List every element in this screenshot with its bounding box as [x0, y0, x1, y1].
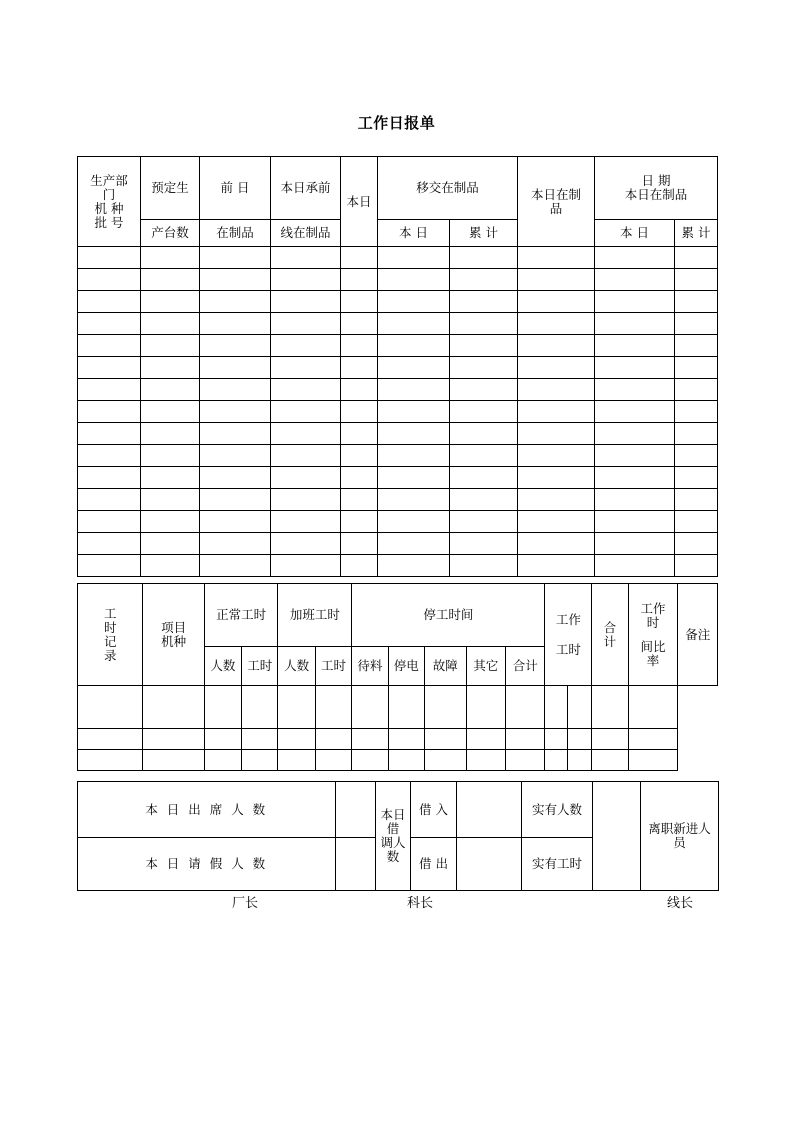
production-cell[interactable] [675, 335, 718, 357]
production-table-body [78, 247, 718, 577]
header-cell-overtime-hours: 加班工时 [278, 584, 352, 647]
production-cell[interactable] [271, 555, 341, 577]
cell-personnel-change-label: 离职新进人 员 [641, 782, 719, 891]
production-cell[interactable] [675, 445, 718, 467]
cell-attendance-today-value[interactable] [336, 782, 376, 838]
cell-actual-value[interactable] [593, 782, 641, 891]
production-cell[interactable] [200, 401, 271, 423]
production-cell[interactable] [450, 335, 518, 357]
production-cell[interactable] [78, 489, 141, 511]
production-cell[interactable] [78, 335, 141, 357]
production-cell[interactable] [595, 467, 675, 489]
production-cell[interactable] [675, 291, 718, 313]
manhours-cell[interactable] [568, 729, 592, 750]
manhours-cell[interactable] [628, 686, 678, 729]
production-cell[interactable] [141, 511, 200, 533]
table-row [78, 729, 718, 750]
header-cell-item-model: 项目 机种 [143, 584, 204, 686]
manhours-cell[interactable] [592, 686, 628, 729]
production-cell[interactable] [271, 313, 341, 335]
header-cell-manhour-record: 工 时 记 录 [78, 584, 143, 686]
production-cell[interactable] [378, 489, 450, 511]
production-cell[interactable] [141, 401, 200, 423]
table-row [78, 269, 718, 291]
production-cell[interactable] [341, 269, 378, 291]
production-cell[interactable] [450, 445, 518, 467]
production-cell[interactable] [595, 269, 675, 291]
production-cell[interactable] [78, 401, 141, 423]
production-cell[interactable] [378, 357, 450, 379]
production-cell[interactable] [595, 401, 675, 423]
manhours-cell[interactable] [424, 686, 466, 729]
production-cell[interactable] [341, 357, 378, 379]
header-cell-work-ratio: 工作 时 间比 率 [628, 584, 678, 686]
production-cell[interactable] [200, 423, 271, 445]
header-cell-normal-hours-sub: 工时 [242, 647, 278, 686]
manhours-cell[interactable] [315, 750, 351, 771]
cell-transfer-headcount-label: 本日借 调人数 [376, 782, 411, 891]
production-cell[interactable] [378, 247, 450, 269]
manhours-cell[interactable] [424, 750, 466, 771]
cell-borrow-out-label: 借 出 [411, 838, 457, 891]
production-cell[interactable] [450, 423, 518, 445]
manhours-cell[interactable] [568, 750, 592, 771]
production-cell[interactable] [450, 379, 518, 401]
manhours-cell[interactable] [242, 750, 278, 771]
production-cell[interactable] [341, 401, 378, 423]
production-cell[interactable] [200, 489, 271, 511]
production-cell[interactable] [271, 423, 341, 445]
production-cell[interactable] [141, 379, 200, 401]
header-cell-department: 生产部 门 机 种 批 号 [78, 157, 141, 247]
table-row [78, 686, 718, 729]
production-cell[interactable] [518, 423, 595, 445]
production-table [77, 156, 718, 577]
production-cell[interactable] [341, 247, 378, 269]
production-cell[interactable] [450, 533, 518, 555]
production-cell[interactable] [141, 313, 200, 335]
header-cell-planned-qty-bottom: 产台数 [141, 220, 200, 247]
signature-line-leader: 线长 [667, 896, 694, 911]
production-cell[interactable] [378, 511, 450, 533]
table-row [78, 379, 718, 401]
manhours-cell[interactable] [545, 729, 568, 750]
cell-leave-today-value[interactable] [336, 838, 376, 891]
header-cell-prev-day-bottom: 在制品 [200, 220, 271, 247]
cell-attendance-today-label: 本 日 出 席 人 数 [78, 782, 336, 838]
production-cell[interactable] [518, 511, 595, 533]
manhours-cell[interactable] [78, 750, 143, 771]
production-cell[interactable] [595, 313, 675, 335]
table-row [78, 247, 718, 269]
manhours-cell[interactable] [204, 686, 241, 729]
production-cell[interactable] [450, 247, 518, 269]
manhours-cell[interactable] [278, 729, 315, 750]
manhours-cell[interactable] [352, 686, 388, 729]
production-cell[interactable] [141, 533, 200, 555]
production-cell[interactable] [271, 379, 341, 401]
production-cell[interactable] [675, 489, 718, 511]
production-cell[interactable] [78, 247, 141, 269]
production-cell[interactable] [595, 445, 675, 467]
table-row [78, 533, 718, 555]
production-cell[interactable] [141, 467, 200, 489]
header-cell-transfer-today: 本 日 [378, 220, 450, 247]
production-cell[interactable] [200, 511, 271, 533]
production-cell[interactable] [141, 335, 200, 357]
header-cell-planned-qty-top: 预定生 [141, 157, 200, 220]
production-cell[interactable] [200, 379, 271, 401]
production-cell[interactable] [341, 511, 378, 533]
header-cell-overtime-hours-sub: 工时 [315, 647, 351, 686]
manhours-cell[interactable] [628, 729, 678, 750]
production-cell[interactable] [271, 533, 341, 555]
production-cell[interactable] [378, 401, 450, 423]
production-cell[interactable] [78, 511, 141, 533]
production-header-row-top [78, 157, 718, 220]
manhours-cell[interactable] [466, 686, 505, 729]
production-cell[interactable] [341, 423, 378, 445]
production-cell[interactable] [78, 357, 141, 379]
production-cell[interactable] [675, 379, 718, 401]
production-cell[interactable] [518, 445, 595, 467]
production-cell[interactable] [341, 445, 378, 467]
manhours-cell[interactable] [545, 750, 568, 771]
table-row [78, 489, 718, 511]
production-cell[interactable] [271, 511, 341, 533]
production-cell[interactable] [341, 379, 378, 401]
production-cell[interactable] [595, 291, 675, 313]
production-cell[interactable] [675, 401, 718, 423]
header-cell-transfer-total: 累 计 [450, 220, 518, 247]
production-cell[interactable] [78, 423, 141, 445]
manhours-cell[interactable] [388, 686, 424, 729]
header-cell-downtime: 停工时间 [352, 584, 545, 647]
production-cell[interactable] [450, 511, 518, 533]
production-cell[interactable] [378, 445, 450, 467]
table-row [78, 511, 718, 533]
production-cell[interactable] [450, 467, 518, 489]
production-cell[interactable] [518, 533, 595, 555]
header-cell-overtime-headcount: 人数 [278, 647, 315, 686]
production-cell[interactable] [675, 247, 718, 269]
header-cell-transfer-wip: 移交在制品 [378, 157, 518, 220]
manhours-cell[interactable] [78, 686, 143, 729]
production-cell[interactable] [378, 555, 450, 577]
signature-factory-manager: 厂长 [232, 896, 259, 911]
production-cell[interactable] [675, 269, 718, 291]
production-cell[interactable] [595, 489, 675, 511]
production-cell[interactable] [78, 379, 141, 401]
production-cell[interactable] [141, 423, 200, 445]
manhours-cell[interactable] [352, 729, 388, 750]
header-cell-work-hours: 工作 工时 [545, 584, 592, 686]
production-cell[interactable] [200, 291, 271, 313]
production-cell[interactable] [518, 379, 595, 401]
manhours-header-row-top [78, 584, 718, 647]
production-cell[interactable] [518, 489, 595, 511]
cell-actual-hours-label: 实有工时 [522, 838, 593, 891]
table-row [78, 357, 718, 379]
production-cell[interactable] [271, 401, 341, 423]
cell-borrow-in-label: 借 入 [411, 782, 457, 838]
production-cell[interactable] [595, 423, 675, 445]
table-row [78, 750, 718, 771]
production-cell[interactable] [141, 489, 200, 511]
manhours-cell[interactable] [466, 729, 505, 750]
production-cell[interactable] [78, 313, 141, 335]
header-cell-breakdown: 故障 [424, 647, 466, 686]
production-cell[interactable] [378, 335, 450, 357]
production-cell[interactable] [200, 467, 271, 489]
manhours-cell[interactable] [424, 729, 466, 750]
signature-section-manager: 科长 [407, 896, 434, 911]
production-cell[interactable] [378, 313, 450, 335]
cell-actual-headcount-label: 实有人数 [522, 782, 593, 838]
header-cell-power-outage: 停电 [388, 647, 424, 686]
production-cell[interactable] [271, 445, 341, 467]
production-cell[interactable] [271, 269, 341, 291]
header-cell-today: 本日 [341, 157, 378, 247]
production-cell[interactable] [675, 533, 718, 555]
production-cell[interactable] [78, 269, 141, 291]
manhours-cell[interactable] [352, 750, 388, 771]
header-cell-remarks: 备注 [678, 584, 718, 686]
cell-leave-today-label: 本 日 请 假 人 数 [78, 838, 336, 891]
header-cell-total: 合 计 [592, 584, 628, 686]
production-cell[interactable] [141, 555, 200, 577]
production-cell[interactable] [78, 445, 141, 467]
production-cell[interactable] [378, 533, 450, 555]
production-cell[interactable] [200, 357, 271, 379]
production-cell[interactable] [450, 313, 518, 335]
production-cell[interactable] [595, 533, 675, 555]
production-cell[interactable] [141, 269, 200, 291]
production-cell[interactable] [378, 423, 450, 445]
production-cell[interactable] [341, 555, 378, 577]
production-cell[interactable] [200, 555, 271, 577]
production-cell[interactable] [141, 357, 200, 379]
production-cell[interactable] [378, 291, 450, 313]
manhours-cell[interactable] [78, 729, 143, 750]
production-cell[interactable] [518, 269, 595, 291]
manhours-cell[interactable] [388, 729, 424, 750]
production-cell[interactable] [675, 555, 718, 577]
production-cell[interactable] [595, 247, 675, 269]
production-cell[interactable] [200, 445, 271, 467]
production-cell[interactable] [675, 313, 718, 335]
production-cell[interactable] [341, 489, 378, 511]
manhours-table-body [78, 686, 718, 771]
manhours-cell[interactable] [592, 750, 628, 771]
table-row [78, 445, 718, 467]
production-cell[interactable] [271, 357, 341, 379]
manhours-cell[interactable] [545, 686, 568, 729]
header-cell-wait-material: 待料 [352, 647, 388, 686]
production-cell[interactable] [200, 313, 271, 335]
production-cell[interactable] [675, 511, 718, 533]
production-cell[interactable] [518, 247, 595, 269]
production-cell[interactable] [675, 423, 718, 445]
production-cell[interactable] [378, 467, 450, 489]
header-cell-today-wip: 本日在制 品 [518, 157, 595, 247]
production-cell[interactable] [341, 533, 378, 555]
production-cell[interactable] [271, 335, 341, 357]
header-cell-other: 其它 [466, 647, 505, 686]
production-cell[interactable] [595, 379, 675, 401]
production-cell[interactable] [141, 445, 200, 467]
production-cell[interactable] [450, 291, 518, 313]
production-cell[interactable] [450, 555, 518, 577]
page-title: 工作日报单 [357, 114, 436, 132]
table-row [78, 401, 718, 423]
header-cell-normal-hours: 正常工时 [204, 584, 278, 647]
manhours-cell[interactable] [466, 750, 505, 771]
manhours-cell[interactable] [204, 729, 241, 750]
manhours-cell[interactable] [242, 729, 278, 750]
signature-row [77, 892, 718, 914]
production-cell[interactable] [78, 291, 141, 313]
manhours-cell[interactable] [315, 729, 351, 750]
production-cell[interactable] [518, 335, 595, 357]
manhours-table [77, 583, 718, 771]
cell-borrow-out-value[interactable] [457, 838, 522, 891]
production-cell[interactable] [450, 489, 518, 511]
manhours-cell[interactable] [204, 750, 241, 771]
production-cell[interactable] [518, 291, 595, 313]
production-cell[interactable] [518, 467, 595, 489]
production-cell[interactable] [341, 335, 378, 357]
manhours-cell[interactable] [143, 729, 204, 750]
table-row [78, 291, 718, 313]
header-cell-prev-day-top: 前 日 [200, 157, 271, 220]
table-row [78, 423, 718, 445]
header-cell-normal-headcount: 人数 [204, 647, 241, 686]
production-cell[interactable] [595, 555, 675, 577]
production-cell[interactable] [518, 357, 595, 379]
production-cell[interactable] [518, 555, 595, 577]
header-cell-date-total: 累 计 [675, 220, 718, 247]
manhours-cell[interactable] [568, 686, 592, 729]
production-cell[interactable] [200, 247, 271, 269]
production-cell[interactable] [675, 357, 718, 379]
manhours-cell[interactable] [242, 686, 278, 729]
production-cell[interactable] [595, 335, 675, 357]
manhours-cell[interactable] [628, 750, 678, 771]
production-cell[interactable] [141, 291, 200, 313]
table-row [78, 467, 718, 489]
production-cell[interactable] [78, 467, 141, 489]
production-cell[interactable] [200, 533, 271, 555]
manhours-cell[interactable] [143, 750, 204, 771]
header-cell-date-wip: 日 期 本日在制品 [595, 157, 718, 220]
production-cell[interactable] [378, 379, 450, 401]
production-cell[interactable] [675, 467, 718, 489]
production-cell[interactable] [518, 401, 595, 423]
production-cell[interactable] [200, 335, 271, 357]
header-cell-carry-forward-bottom: 线在制品 [271, 220, 341, 247]
table-row [78, 335, 718, 357]
production-cell[interactable] [141, 247, 200, 269]
table-row [78, 555, 718, 577]
header-cell-carry-forward-top: 本日承前 [271, 157, 341, 220]
production-cell[interactable] [450, 357, 518, 379]
production-cell[interactable] [271, 467, 341, 489]
manhours-cell[interactable] [278, 750, 315, 771]
production-cell[interactable] [78, 533, 141, 555]
production-cell[interactable] [200, 269, 271, 291]
production-header-row-bottom [78, 220, 718, 247]
manhours-cell[interactable] [143, 686, 204, 729]
attendance-row-top [78, 782, 719, 838]
production-cell[interactable] [271, 291, 341, 313]
manhours-cell[interactable] [505, 750, 544, 771]
production-cell[interactable] [595, 357, 675, 379]
production-cell[interactable] [378, 269, 450, 291]
manhours-cell[interactable] [278, 686, 315, 729]
production-cell[interactable] [78, 555, 141, 577]
production-cell[interactable] [271, 247, 341, 269]
production-cell[interactable] [341, 313, 378, 335]
header-cell-date-today: 本 日 [595, 220, 675, 247]
attendance-table [77, 781, 719, 891]
manhours-cell[interactable] [592, 729, 628, 750]
production-cell[interactable] [518, 313, 595, 335]
manhours-cell[interactable] [315, 686, 351, 729]
production-cell[interactable] [341, 291, 378, 313]
production-cell[interactable] [450, 269, 518, 291]
table-row [78, 313, 718, 335]
manhours-cell[interactable] [505, 686, 544, 729]
header-cell-downtime-subtotal: 合计 [505, 647, 544, 686]
production-cell[interactable] [450, 401, 518, 423]
cell-borrow-in-value[interactable] [457, 782, 522, 838]
production-cell[interactable] [271, 489, 341, 511]
manhours-cell[interactable] [505, 729, 544, 750]
production-cell[interactable] [341, 467, 378, 489]
production-cell[interactable] [595, 511, 675, 533]
manhours-cell[interactable] [388, 750, 424, 771]
